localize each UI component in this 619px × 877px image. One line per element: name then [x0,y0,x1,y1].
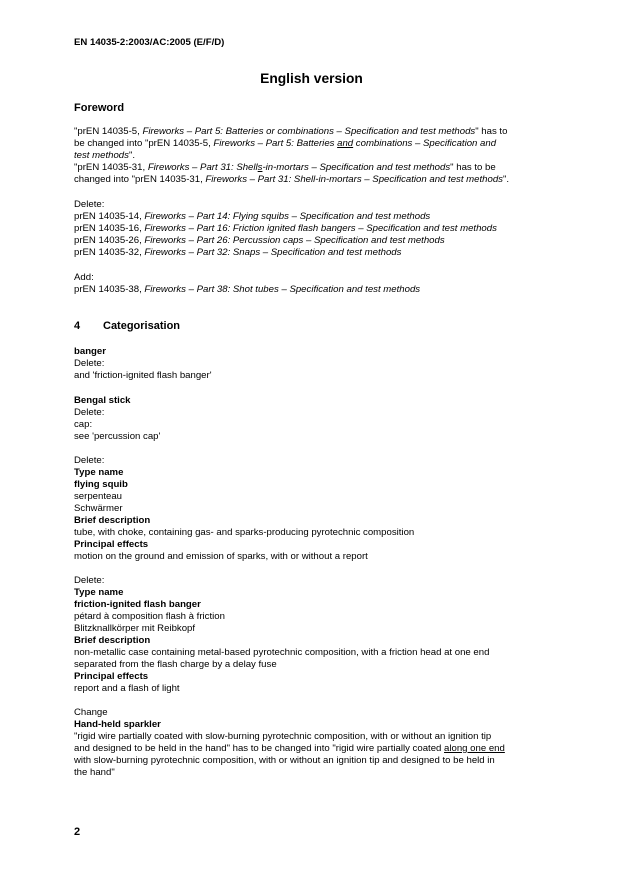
text-line: "prEN 14035-31, Fireworks – Part 31: Shells-in-mortars – Specification and test methods" has to be [74,162,496,173]
text-line: be changed into "prEN 14035-5, Fireworks – Part 5: Batteries and combinations – Specification and [74,138,497,149]
entry-flying-squib: Delete: Type name flying squib serpenteau Schwärmer Brief description tube, with choke, containing gas- and sparks-producing pyrotechnic composition Principal effects motion on the ground and emission of sparks, with or without a report [74,455,415,562]
entry-flash-banger: Delete: Type name friction-ignited flash banger pétard à composition flash à friction Blitzknallkörper mit Reibkopf Brief description non-metallic case containing metal-based pyrotechnic composition, with a friction head at one end separated from the flash charge by a delay fuse Principal effects report and a flash of light [74,575,490,694]
text-line: test methods". [74,150,136,161]
add-label: Add: [74,272,94,283]
delete-label: Delete: [74,199,105,210]
text-line: "prEN 14035-5, Fireworks – Part 5: Batteries or combinations – Specification and test methods" has to [74,126,508,137]
list-item: prEN 14035-38, Fireworks – Part 38: Shot tubes – Specification and test methods [74,284,421,295]
entry-hand-held-sparkler: Change Hand-held sparkler "rigid wire partially coated with slow-burning pyrotechnic composition, with or without an ignition tip and designed to be held in the hand" has to be changed into "rigid wire partially coated along one end with slow-burning pyrotechnic composition, with or without an ignition tip and designed to be held in the hand" [74,707,505,778]
foreword-paragraph [74,126,549,186]
list-item: prEN 14035-14, Fireworks – Part 14: Flying squibs – Specification and test methods [74,211,431,222]
text-line: changed into "prEN 14035-31, Fireworks – Part 31: Shell-in-mortars – Specification and test methods". [74,174,510,185]
foreword-heading: Foreword [74,102,125,114]
add-list [74,272,549,296]
delete-list [74,199,549,259]
entry-banger: banger Delete: and 'friction-ignited flash banger' [74,346,212,381]
document-id: EN 14035-2:2003/AC:2005 (E/F/D) [74,37,225,48]
page-title: English version [260,71,363,86]
section-heading: 4 Categorisation [74,320,181,332]
list-item: prEN 14035-32, Fireworks – Part 32: Snaps – Specification and test methods [74,247,402,258]
list-item: prEN 14035-16, Fireworks – Part 16: Friction ignited flash bangers – Specification and test methods [74,223,497,234]
entry-bengal-stick: Bengal stick Delete: cap: see 'percussion cap' [74,395,161,442]
page-number: 2 [74,826,81,838]
list-item: prEN 14035-26, Fireworks – Part 26: Percussion caps – Specification and test methods [74,235,445,246]
